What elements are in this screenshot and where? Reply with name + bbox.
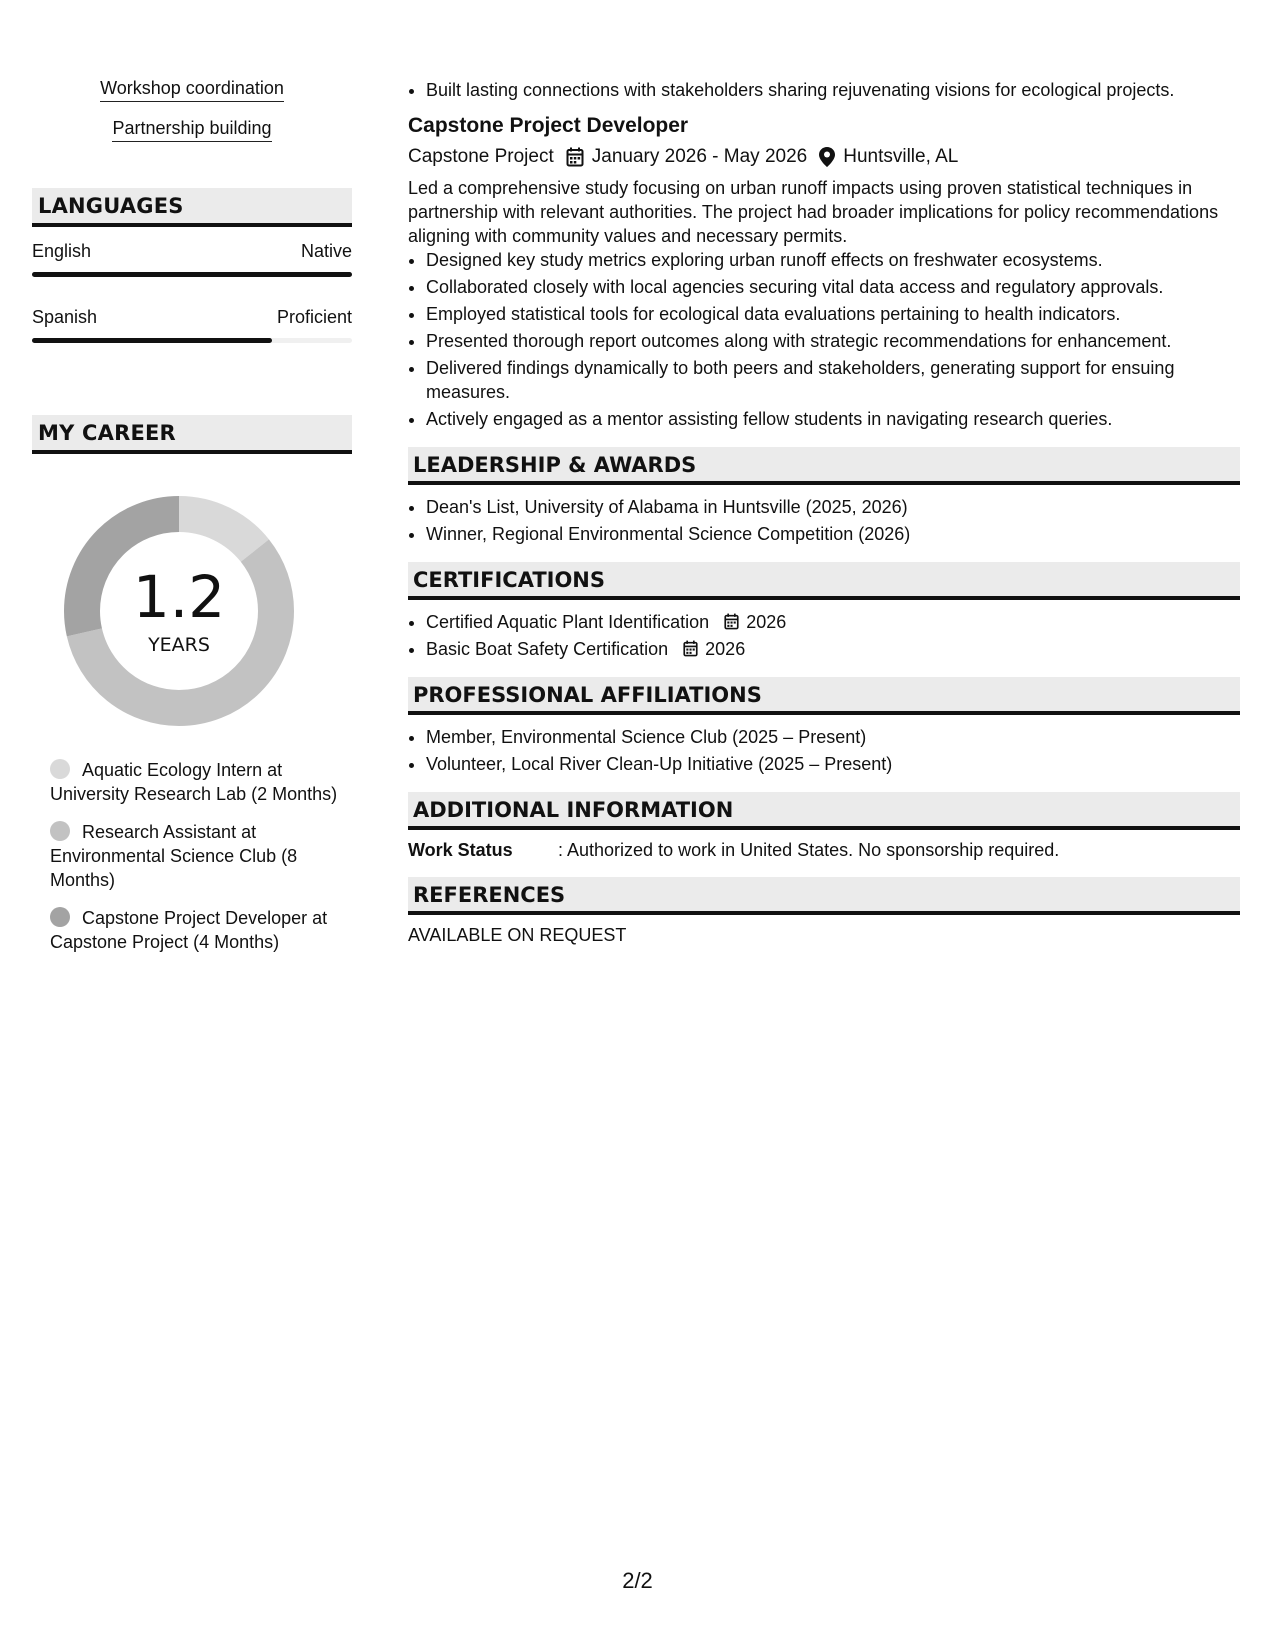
certification-year: 2026 — [746, 612, 787, 632]
job-title: Capstone Project Developer — [408, 114, 689, 137]
career-legend-item: Research Assistant at Environmental Science Club (8 Months) — [50, 822, 298, 890]
list-item: • Delivered findings dynamically to both peers and stakeholders, generating support for ensuing measures. — [426, 356, 1240, 404]
list-item: • Dean's List, University of Alabama in Huntsville (2025, 2026) — [426, 495, 1240, 519]
job-description: Led a comprehensive study focusing on urban runoff impacts using proven statistical techniques in partnership with relevant authorities. The project had broader implications for policy recommendations aligning with community values and necessary permits. — [408, 178, 1219, 246]
skill-item: Partnership building — [32, 118, 352, 142]
list-item: • Collaborated closely with local agencies securing vital data access and regulatory approvals. — [426, 275, 1240, 299]
career-total: 1.2 — [132, 563, 226, 631]
career-heading: MY CAREER — [32, 415, 352, 454]
language-bar-fill — [32, 338, 272, 343]
list-item: • Built lasting connections with stakeholders sharing rejuvenating visions for ecological projects. — [426, 78, 1240, 102]
work-status-row — [408, 840, 1240, 861]
career-legend-item: Capstone Project Developer at Capstone Project (4 Months) — [50, 908, 328, 952]
references-text: AVAILABLE ON REQUEST — [408, 925, 627, 945]
list-item: • Volunteer, Local River Clean-Up Initiative (2025 – Present) — [426, 752, 1240, 776]
work-status-value: : Authorized to work in United States. No sponsorship required. — [558, 840, 1060, 860]
career-legend — [50, 758, 352, 954]
certification-name: Certified Aquatic Plant Identification — [426, 612, 710, 632]
certifications-heading: CERTIFICATIONS — [408, 562, 1240, 600]
language-bar — [32, 272, 352, 277]
career-donut-chart — [64, 496, 294, 726]
list-item: • Designed key study metrics exploring urban runoff effects on freshwater ecosystems. — [426, 248, 1240, 272]
leadership-heading: LEADERSHIP & AWARDS — [408, 447, 1240, 485]
certification-year: 2026 — [705, 639, 746, 659]
additional-info-heading: ADDITIONAL INFORMATION — [408, 792, 1240, 830]
previous-job-bullets — [408, 78, 1240, 102]
language-level: Native — [300, 241, 352, 261]
career-unit: YEARS — [148, 634, 210, 656]
work-status-label: Work Status — [408, 840, 513, 860]
list-item — [426, 610, 1240, 634]
languages-heading: LANGUAGES — [32, 188, 352, 227]
calendar-icon — [683, 640, 698, 657]
affiliations-list — [408, 725, 1240, 776]
language-name: Spanish — [32, 307, 98, 327]
job-meta — [408, 146, 1240, 168]
job-company: Capstone Project — [408, 146, 554, 167]
page-number: 2/2 — [622, 1568, 653, 1593]
language-name: English — [32, 241, 92, 261]
map-pin-icon — [819, 147, 835, 167]
list-item: • Presented thorough report outcomes along with strategic recommendations for enhancement. — [426, 329, 1240, 353]
language-english — [32, 241, 352, 277]
list-item: • Member, Environmental Science Club (2025 – Present) — [426, 725, 1240, 749]
affiliations-heading: PROFESSIONAL AFFILIATIONS — [408, 677, 1240, 715]
legend-dot — [50, 759, 70, 779]
main-content — [408, 78, 1240, 946]
calendar-icon — [724, 613, 739, 630]
career-legend-item: Aquatic Ecology Intern at University Research Lab (2 Months) — [50, 760, 338, 804]
list-item: • Actively engaged as a mentor assisting fellow students in navigating research queries. — [426, 407, 1240, 431]
sidebar — [32, 78, 352, 968]
skill-item: Workshop coordination — [32, 78, 352, 102]
list-item — [426, 637, 1240, 661]
language-level: Proficient — [276, 307, 352, 327]
job-location: Huntsville, AL — [843, 146, 959, 167]
certification-name: Basic Boat Safety Certification — [426, 639, 669, 659]
job-bullets — [408, 248, 1240, 431]
list-item: • Winner, Regional Environmental Science Competition (2026) — [426, 522, 1240, 546]
job-dates: January 2026 - May 2026 — [591, 146, 808, 167]
language-bar-fill — [32, 272, 352, 277]
language-bar — [32, 338, 352, 343]
leadership-list — [408, 495, 1240, 546]
list-item: • Employed statistical tools for ecological data evaluations pertaining to health indicators. — [426, 302, 1240, 326]
calendar-icon — [566, 147, 584, 167]
references-heading: REFERENCES — [408, 877, 1240, 915]
legend-dot — [50, 821, 70, 841]
certifications-list — [408, 610, 1240, 661]
legend-dot — [50, 907, 70, 927]
language-spanish — [32, 307, 352, 343]
